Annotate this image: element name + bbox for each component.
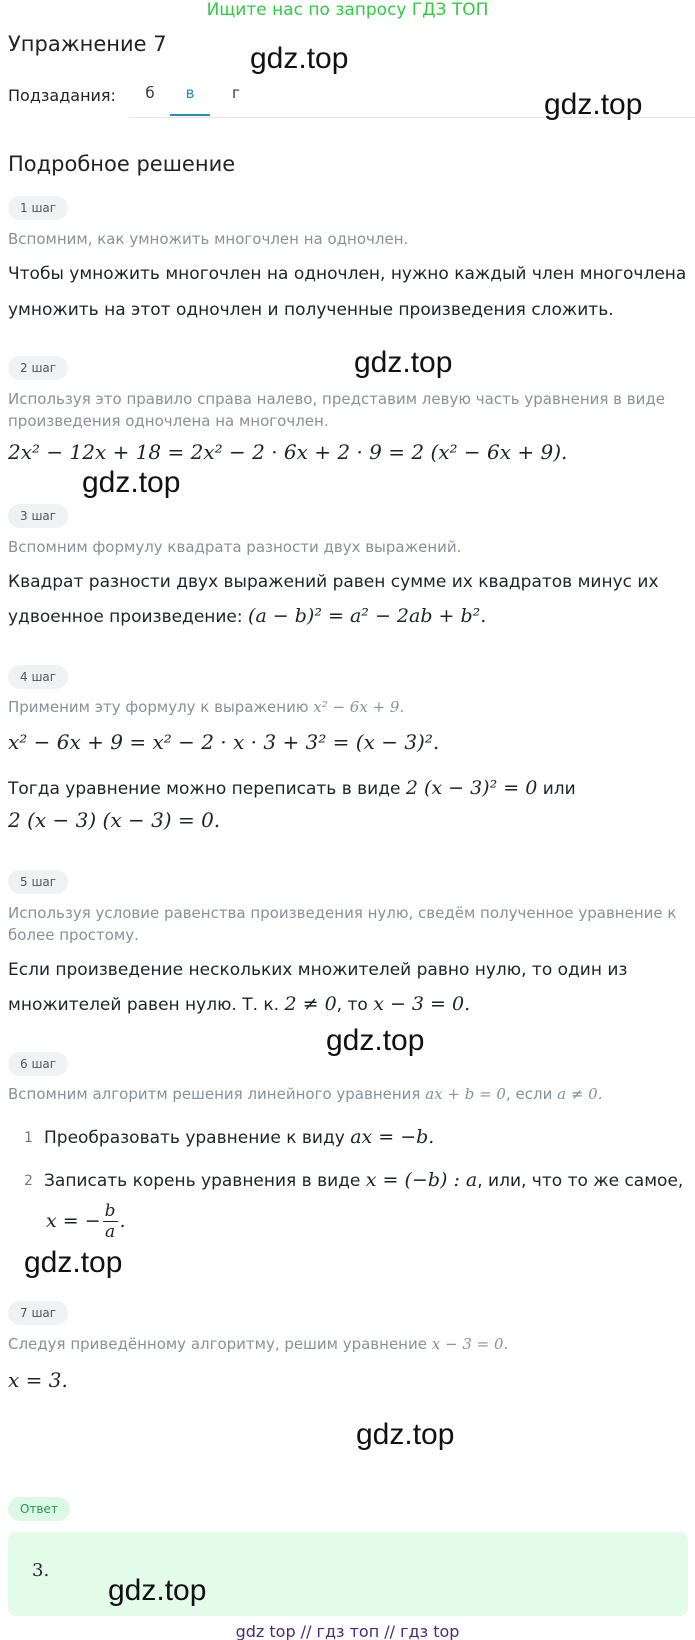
step-hint-line [8,1083,688,1105]
inline-formula: ax = −b. [350,1126,435,1148]
footer-links[interactable]: gdz top // гдз топ // гдз top [235,1622,460,1640]
step-hint: Вспомним, как умножить многочлен на одночлен. [8,230,409,248]
fraction-lhs: x = − [46,1210,101,1232]
watermark: gdz.top [250,42,349,75]
inline-formula: x − 3 = 0. [431,1335,509,1353]
inline-formula: x² − 6x + 9. [313,698,405,716]
step-hint: Вспомним формулу квадрата разности двух выражений. [8,538,462,556]
list-item [44,1169,683,1191]
step-hint: Используя условие равенства произведения нулю, сведём полученное уравнение к более простому. [8,904,677,944]
inline-formula: a ≠ 0. [557,1085,603,1103]
step-hint-line [8,1333,688,1355]
step-text-line [8,598,688,635]
answer-badge: Ответ [8,1497,70,1521]
step-badge: 5 шаг [8,870,68,894]
step-badge: 2 шаг [8,356,68,380]
step-formula: 2x² − 12x + 18 = 2x² − 2 · 6x + 2 · 9 = 2 (x² − 6x + 9). [8,440,568,464]
list-item-number: 2 [24,1173,33,1189]
step-hint-part: , если [505,1085,553,1103]
watermark: gdz.top [544,88,643,121]
subtasks-label: Подзадания: [8,86,116,105]
step-hint-part: Применим эту формулу к выражению [8,698,309,716]
step-text: Чтобы умножить многочлен на одночлен, нужно каждый член многочлена умножить на этот одночлен и полученные произведения сложить. [8,264,687,320]
page-title: Упражнение 7 [8,32,167,56]
step-text-part: Тогда уравнение можно переписать в виде [8,779,401,799]
step-hint-part: Следуя приведённому алгоритму, решим уравнение [8,1335,427,1353]
step-text-part: удвоенное произведение: [8,607,243,627]
inline-formula: x = (−b) : a [365,1169,478,1191]
step-hint-line [8,696,688,718]
list-item-text: Преобразовать уравнение к виду [44,1128,345,1148]
list-item [44,1126,434,1148]
step-text-part: или [542,779,576,799]
tab-subtask-v[interactable]: в [170,84,210,116]
step-badge: 1 шаг [8,196,68,220]
tab-subtask-b[interactable]: б [145,84,155,102]
answer-value: 3. [32,1560,50,1581]
list-item-text: Записать корень уравнения в виде [44,1171,361,1191]
inline-formula: (a − b)² = a² − 2ab + b². [248,605,487,627]
step-badge: 3 шаг [8,504,68,528]
step-text: Квадрат разности двух выражений равен сумме их квадратов минус их [8,572,659,592]
step-text-part: , то [336,995,368,1015]
watermark: gdz.top [108,1574,207,1607]
list-item-number: 1 [24,1130,33,1146]
step-badge: 7 шаг [8,1301,68,1325]
inline-formula: x − 3 = 0. [373,993,471,1015]
watermark: gdz.top [354,346,453,379]
fraction-numerator: b [104,1200,116,1221]
step-text: Если произведение нескольких множителей равно нулю, то один из [8,960,628,980]
step-hint: Используя это правило справа налево, представим левую часть уравнения в виде произведения одночлена на многочлен. [8,390,665,430]
step-hint-part: Вспомним алгоритм решения линейного уравнения [8,1085,421,1103]
step-text-line [8,770,688,807]
step-badge: 4 шаг [8,665,68,689]
inline-formula: ax + b = 0 [425,1085,506,1103]
section-title: Подробное решение [8,152,236,176]
watermark: gdz.top [326,1024,425,1057]
step-text-line [8,986,688,1023]
step-formula: x = 3. [8,1368,68,1392]
list-item-text: , или, что то же самое, [477,1171,684,1191]
watermark: gdz.top [24,1246,123,1279]
inline-formula: 2 (x − 3)² = 0 [405,777,538,799]
fraction [103,1201,118,1242]
watermark: gdz.top [356,1418,455,1451]
step-text-part: множителей равен нулю. Т. к. [8,995,280,1015]
tab-subtask-g[interactable]: г [232,84,240,102]
step-badge: 6 шаг [8,1052,68,1076]
fraction-denominator: a [105,1221,116,1242]
promo-banner[interactable]: Ищите нас по запросу ГДЗ ТОП [206,0,489,20]
fraction-end: . [119,1210,126,1232]
watermark: gdz.top [82,466,181,499]
fraction-formula [46,1198,126,1244]
inline-formula: 2 ≠ 0 [284,993,337,1015]
step-formula: 2 (x − 3) (x − 3) = 0. [8,808,221,832]
step-formula: x² − 6x + 9 = x² − 2 · x · 3 + 3² = (x − 3)². [8,730,440,754]
